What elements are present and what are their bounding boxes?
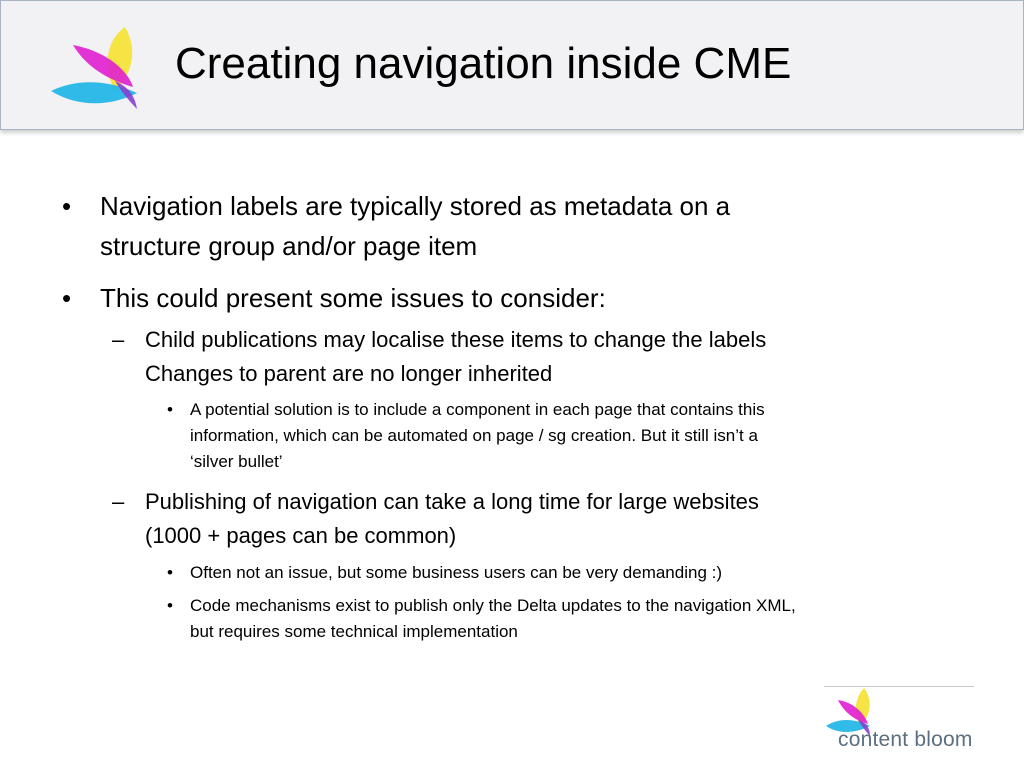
sub-sub-bullet-text: but requires some technical implementation [190,622,518,641]
bullet-marker: • [62,191,72,221]
sub-sub-bullet-text: information, which can be automated on page / sg creation. But it still isn’t a [190,426,758,445]
bullet-marker: • [62,283,72,313]
bullet-text: This could present some issues to consider: [100,283,606,313]
sub-bullet-text: (1000 + pages can be common) [145,523,457,548]
bullet-marker: • [167,596,173,615]
sub-bullet-text: Changes to parent are no longer inherited [145,361,553,386]
sub-sub-bullet-text: A potential solution is to include a component in each page that contains this [190,400,765,419]
sub-sub-bullet-text: ‘silver bullet’ [190,452,283,471]
sub-sub-bullet-text: Often not an issue, but some business users can be very demanding :) [190,563,723,582]
sub-bullet-text: Publishing of navigation can take a long time for large websites [145,489,759,514]
bullet-text: structure group and/or page item [100,231,478,261]
brand-name: content bloom [838,728,973,751]
bullet-text: Navigation labels are typically stored as metadata on a [100,191,731,221]
sub-bullet-text: Child publications may localise these items to change the labels [145,327,767,352]
bullet-marker: • [167,563,173,582]
dash-marker: – [112,327,125,352]
dash-marker: – [112,489,125,514]
page-title: Creating navigation inside CME [175,39,792,88]
bullet-marker: • [167,400,173,419]
sub-sub-bullet-text: Code mechanisms exist to publish only the Delta updates to the navigation XML, [190,596,796,615]
